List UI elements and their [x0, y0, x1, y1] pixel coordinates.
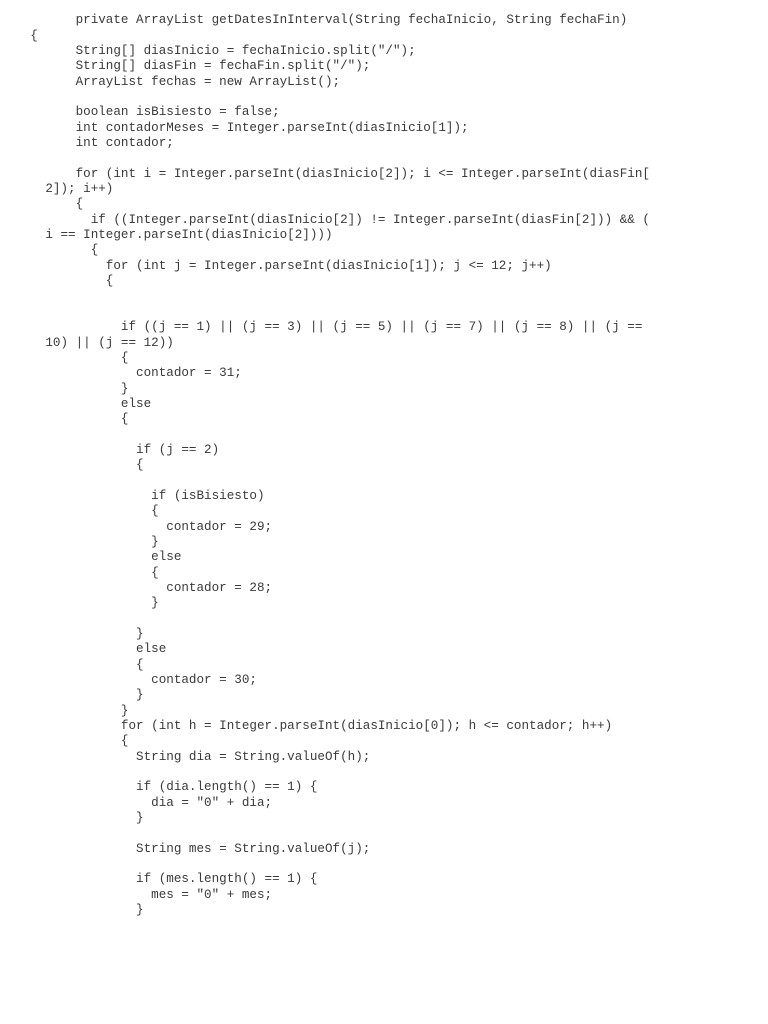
code-line: {: [0, 274, 114, 288]
code-line: private ArrayList getDatesInInterval(String fechaInicio, String fechaFin): [0, 13, 628, 27]
code-line: }: [0, 903, 144, 917]
code-line: String mes = String.valueOf(j);: [0, 842, 371, 856]
code-line: {: [0, 412, 129, 426]
code-line: if (isBisiesto): [0, 489, 265, 503]
code-line: contador = 30;: [0, 673, 257, 687]
code-line: if (mes.length() == 1) {: [0, 872, 318, 886]
code-line: contador = 29;: [0, 520, 273, 534]
code-line: {: [0, 351, 129, 365]
code-line: }: [0, 704, 129, 718]
code-line: else: [0, 550, 182, 564]
code-line: else: [0, 397, 152, 411]
code-line: {: [0, 658, 144, 672]
code-line: }: [0, 596, 159, 610]
code-line: }: [0, 382, 129, 396]
code-line: for (int i = Integer.parseInt(diasInicio[2]); i <= Integer.parseInt(diasFin[: [0, 167, 650, 181]
code-line: if (j == 2): [0, 443, 220, 457]
code-line: if (dia.length() == 1) {: [0, 780, 318, 794]
code-line: }: [0, 627, 144, 641]
code-line: mes = "0" + mes;: [0, 888, 273, 902]
code-line: {: [0, 566, 159, 580]
code-line: else: [0, 642, 167, 656]
code-line: String dia = String.valueOf(h);: [0, 750, 371, 764]
code-line: contador = 28;: [0, 581, 273, 595]
code-line: }: [0, 811, 144, 825]
code-line: if ((j == 1) || (j == 3) || (j == 5) || (j == 7) || (j == 8) || (j ==: [0, 320, 643, 334]
code-line: }: [0, 688, 144, 702]
code-line: contador = 31;: [0, 366, 242, 380]
code-line: String[] diasInicio = fechaInicio.split("/");: [0, 44, 416, 58]
code-line: {: [0, 243, 99, 257]
code-line: for (int j = Integer.parseInt(diasInicio[1]); j <= 12; j++): [0, 259, 552, 273]
code-line: }: [0, 535, 159, 549]
code-line: i == Integer.parseInt(diasInicio[2]))): [0, 228, 333, 242]
code-line: int contadorMeses = Integer.parseInt(diasInicio[1]);: [0, 121, 469, 135]
code-line: ArrayList fechas = new ArrayList();: [0, 75, 341, 89]
code-line: {: [0, 734, 129, 748]
code-line: for (int h = Integer.parseInt(diasInicio[0]); h <= contador; h++): [0, 719, 613, 733]
code-line: {: [0, 29, 38, 43]
code-line: 10) || (j == 12)): [0, 336, 174, 350]
code-line: {: [0, 197, 84, 211]
code-line: int contador;: [0, 136, 174, 150]
code-line: {: [0, 504, 159, 518]
code-line: if ((Integer.parseInt(diasInicio[2]) != Integer.parseInt(diasFin[2])) && (: [0, 213, 650, 227]
code-line: 2]); i++): [0, 182, 114, 196]
code-line: String[] diasFin = fechaFin.split("/");: [0, 59, 371, 73]
code-line: dia = "0" + dia;: [0, 796, 273, 810]
code-line: boolean isBisiesto = false;: [0, 105, 280, 119]
code-line: {: [0, 458, 144, 472]
